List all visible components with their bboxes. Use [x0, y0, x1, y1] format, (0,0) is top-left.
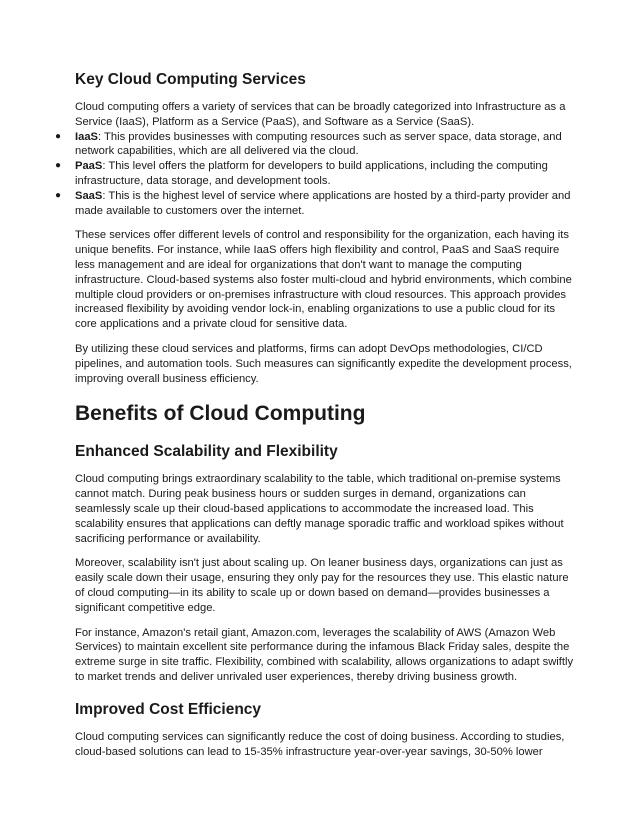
list-item — [55, 189, 575, 219]
scalability-heading: Enhanced Scalability and Flexibility — [75, 443, 338, 461]
cost-paragraph: Cloud computing services can significantly reduce the cost of doing business. According to studies, cloud-based solutions can lead to 15-35% infrastructure year-over-year savings, 30-50% lower — [75, 730, 565, 758]
scalability-paragraph: Cloud computing brings extraordinary scalability to the table, which traditional on-premise systems cannot match. During peak business hours or sudden surges in demand, organizations can seamlessly scale up their cloud-based applications to accommodate the increased load. This scalability ensures that applications can deftly manage sporadic traffic and workload spikes without sacrificing performance or availability. — [75, 473, 564, 545]
document-body — [55, 70, 575, 759]
bullet-term: PaaS — [75, 160, 103, 173]
scalability-paragraph: Moreover, scalability isn't just about scaling up. On leaner business days, organizations can just as easily scale down their usage, ensuring they only pay for the resources they use. This elastic nature of cloud computing—in its ability to scale up or down based on demand—provides businesses a significant competitive edge. — [75, 557, 569, 614]
services-intro: Cloud computing offers a variety of services that can be broadly categorized into Infrastructure as a Service (IaaS), Platform as a Service (PaaS), and Software as a Service (SaaS). — [75, 101, 566, 128]
scalability-paragraph: For instance, Amazon's retail giant, Amazon.com, leverages the scalability of AWS (Amazon Web Services) to maintain excellent site performance during the infamous Black Friday sales, despite the extreme surge in site traffic. Flexibility, combined with scalability, allows organizations to adapt swiftly to market trends and deliver unrivaled user experiences, thereby driving business growth. — [75, 626, 574, 683]
benefits-heading: Benefits of Cloud Computing — [75, 402, 366, 426]
list-item — [55, 159, 575, 189]
bullet-text: : This is the highest level of service where applications are hosted by a third-party provider and made available to customers over the internet. — [75, 189, 571, 217]
cost-heading: Improved Cost Efficiency — [75, 700, 262, 718]
list-item — [55, 130, 575, 160]
services-list — [55, 130, 575, 219]
bullet-text: : This level offers the platform for developers to build applications, including the computing infrastructure, data storage, and development tools. — [75, 160, 548, 187]
bullet-text: : This provides businesses with computing resources such as server space, data storage, and network capabilities, which are all delivered via the cloud. — [75, 130, 562, 158]
bullet-term: SaaS — [75, 189, 103, 202]
bullet-term: IaaS — [75, 130, 99, 143]
services-heading: Key Cloud Computing Services — [75, 71, 306, 88]
services-paragraph: By utilizing these cloud services and platforms, firms can adopt DevOps methodologies, CI/CD pipelines, and automation tools. Such measures can significantly expedite the development process, improving overall business efficiency. — [75, 342, 572, 385]
bullet-icon: ● — [55, 130, 62, 142]
bullet-icon: ● — [55, 160, 62, 172]
services-paragraph: These services offer different levels of control and responsibility for the organization, each having its unique benefits. For instance, while IaaS offers high flexibility and control, PaaS and SaaS require less management and are ideal for organizations that don't want to manage the computing infrastructure. Cloud-based systems also foster multi-cloud and hybrid environments, which combine multiple cloud providers or on-premises infrastructure with cloud resources. This approach provides increased flexibility by avoiding vendor lock-in, enabling organizations to use a public cloud for its core applications and a private cloud for sensitive data. — [75, 229, 572, 331]
bullet-icon: ● — [55, 189, 62, 201]
